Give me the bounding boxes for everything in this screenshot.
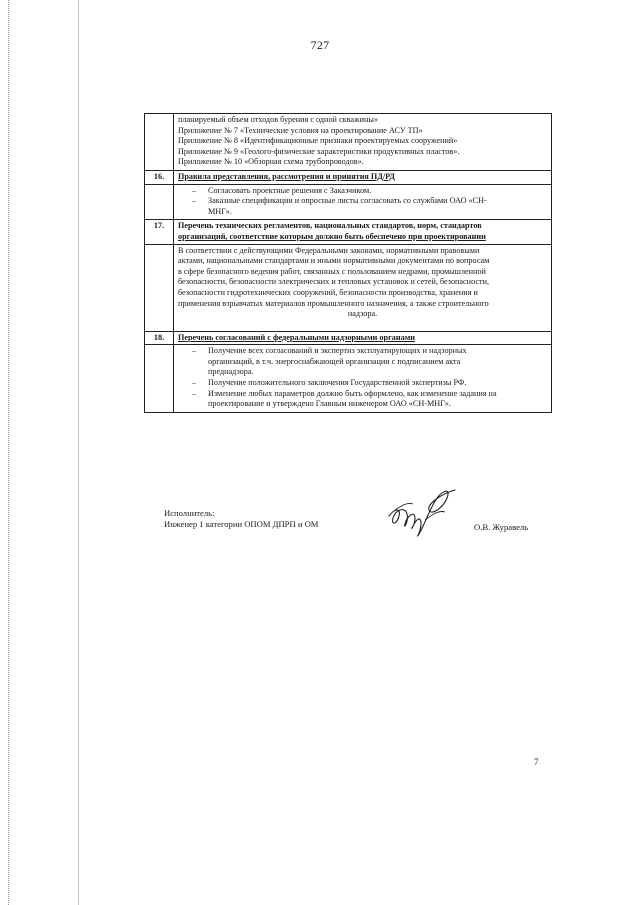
section-title: организаций, соответствие которым должно быть обеспечено при проектировании (178, 231, 486, 241)
list-item-text: организаций, в т.ч. энергоснабжающей организации с подписанием акта (208, 356, 461, 366)
section-title: Перечень технических регламентов, национальных стандартов, норм, стандартов (178, 221, 482, 231)
scan-edge-line (78, 0, 79, 905)
row-number-empty (145, 245, 174, 331)
list-item-text: Изменение любых параметров должно быть оформлено, как изменение задания на (208, 388, 497, 398)
section-heading-cell (174, 171, 551, 184)
list-item: – Согласовать проектные решения с Заказчиком. (178, 186, 547, 197)
list-item: Приложение № 7 «Технические условия на проектирование АСУ ТП» (178, 125, 423, 135)
section-body (174, 245, 551, 331)
list-item-text: Согласовать проектные решения с Заказчиком. (208, 185, 372, 195)
row-number: 16. (145, 171, 174, 184)
section-body (174, 185, 551, 220)
paragraph-line: применения взрывчатых материалов промышленного назначения, а также строительного (178, 298, 489, 308)
row-number: 18. (145, 332, 174, 345)
paragraph-line: актами, национальными стандартами и иными нормативными документами по вопросам (178, 256, 490, 266)
row-number-empty (145, 345, 174, 412)
section-title: Перечень согласований с федеральными надзорными органами (178, 332, 415, 342)
executor-position: Инженер 1 категории ОПОМ ДПРП и ОМ (164, 519, 319, 529)
handwritten-signature (385, 480, 465, 550)
paragraph-line: В соответствии с действующими Федеральными законами, нормативными правовыми (178, 245, 480, 255)
appendix-list (174, 114, 551, 170)
list-item: планируемый объем отходов бурения с одной скважины» (178, 115, 378, 124)
page-number-bottom: 7 (534, 757, 539, 767)
table-row-continuation (145, 114, 551, 170)
requirements-table (144, 113, 552, 413)
row-number: 17. (145, 220, 174, 243)
page-number-top: 727 (310, 38, 330, 52)
list-item-text: МНГ». (208, 206, 232, 216)
paragraph-line: безопасности гидротехнических сооружений, безопасности производства, хранения и (178, 287, 478, 297)
list-item-text: проектирование и утверждено Главным инженером ОАО «СН-МНГ». (208, 399, 451, 409)
table-row-section-16-body (145, 184, 551, 220)
section-body (174, 345, 551, 412)
bullet-list (178, 186, 547, 218)
list-item: Приложение № 9 «Геолого-физические характеристики продуктивных пластов». (178, 146, 460, 156)
list-item-text: Получение положительного заключения Государственной экспертизы РФ. (208, 378, 467, 388)
list-item: Приложение № 10 «Обзорная схема трубопроводов». (178, 157, 364, 167)
list-item-text: Получение всех согласований и экспертиз эксплуатирующих и надзорных (208, 346, 467, 356)
paragraph-line: безопасности, безопасности электрических и тепловых установок и сетей, безопасности, (178, 277, 490, 287)
section-heading-cell (174, 220, 551, 243)
binding-margin-line (8, 0, 9, 905)
paragraph-line: надзора. (347, 309, 378, 319)
row-number-empty (145, 114, 174, 170)
list-item: – Получение положительного заключения Государственной экспертизы РФ. (178, 378, 547, 389)
table-row-section-17-heading (145, 219, 551, 243)
list-item: – Изменение любых параметров должно быть оформлено, как изменение задания на проектирование и утверждено Главным инженером ОАО «СН-МНГ». (178, 389, 547, 410)
list-item: – Получение всех согласований и экспертиз эксплуатирующих и надзорных организаций, в т.ч. энергоснабжающей организации с подписанием акта преднадзора. (178, 346, 547, 378)
paragraph-line: в сфере безопасного ведения работ, связанных с пользованием недрами, промышленной (178, 266, 486, 276)
list-item: – Заказные спецификации и опросные листы согласовать со службами ОАО «СН- МНГ». (178, 196, 547, 217)
list-item-text: преднадзора. (208, 367, 254, 377)
row-number-empty (145, 185, 174, 220)
list-item: Приложение № 8 «Идентификационные признаки проектируемых сооружений» (178, 136, 458, 146)
bullet-list (178, 346, 547, 410)
table-row-section-16-heading (145, 170, 551, 184)
table-row-section-18-heading (145, 331, 551, 345)
section-heading-cell (174, 332, 551, 345)
section-title: Правила представления, рассмотрения и принятия ПД/РД (178, 171, 395, 181)
executor-label: Исполнитель: (164, 508, 215, 518)
list-item-text: Заказные спецификации и опросные листы согласовать со службами ОАО «СН- (208, 196, 487, 206)
table-row-section-18-body (145, 344, 551, 412)
executor-name: О.В. Журавель (474, 522, 529, 532)
table-row-section-17-body (145, 244, 551, 331)
